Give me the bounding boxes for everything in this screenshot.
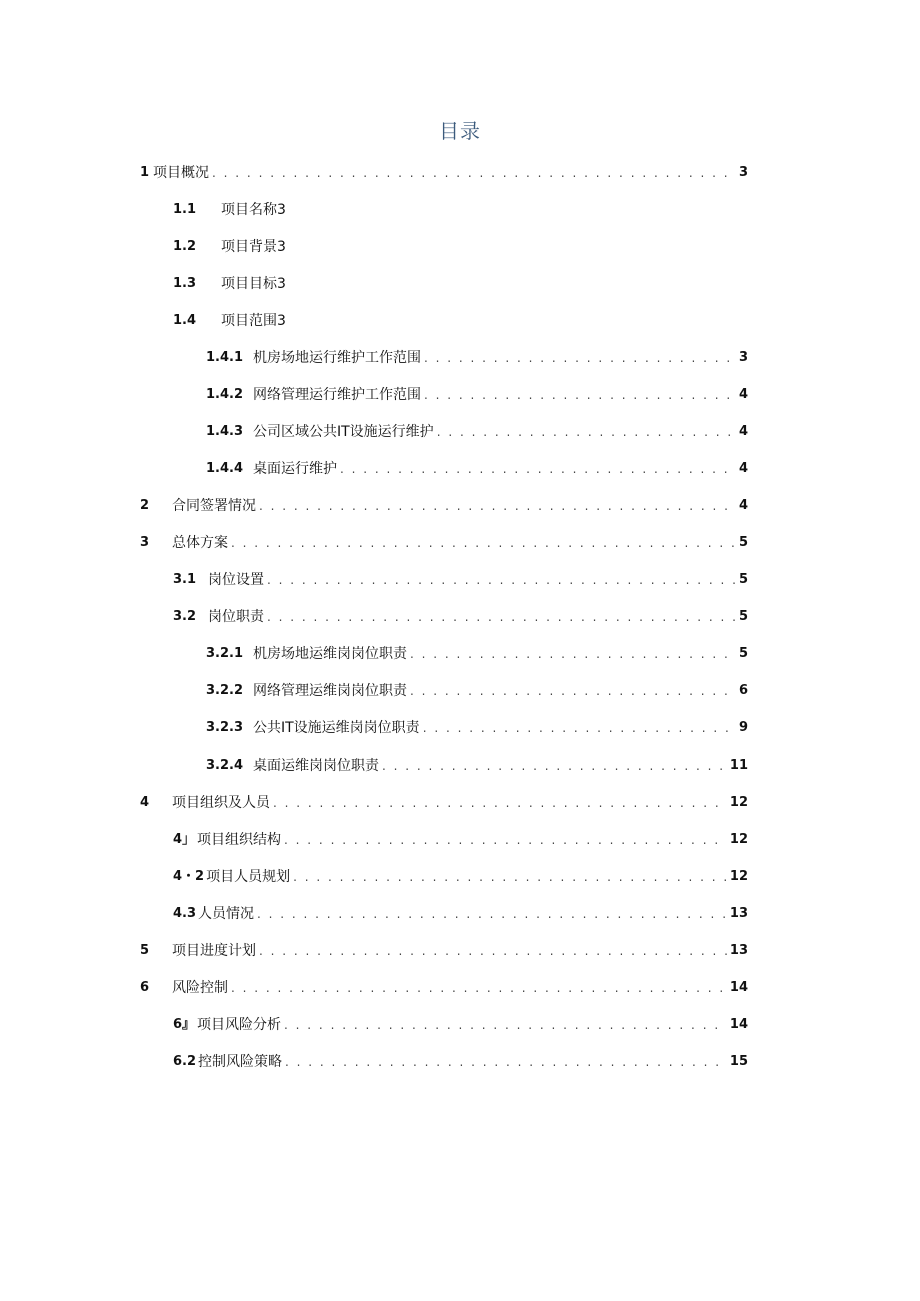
toc-entry-page: 5 — [738, 535, 748, 550]
toc-entry-title: 总体方案 — [172, 535, 228, 551]
toc-entry-page: 3 — [738, 165, 748, 180]
toc-entry-number: 3.2.3 — [206, 720, 244, 735]
toc-leader-dots — [424, 383, 736, 407]
toc-entry-page: 15 — [729, 1054, 748, 1069]
toc-entry-1-4-3[interactable] — [206, 420, 748, 444]
toc-entry-1[interactable] — [140, 161, 748, 185]
toc-entry-number: 3.2.4 — [206, 758, 244, 773]
toc-entry-1-4-1[interactable] — [206, 346, 748, 370]
toc-entry-number: 3 — [140, 535, 150, 550]
toc-leader-dots — [273, 791, 727, 815]
toc-entry-number: 1.4 — [173, 313, 197, 328]
toc-entry-number: 3.1 — [173, 572, 197, 587]
toc-entry-title: 项目风险分析 — [197, 1017, 282, 1033]
toc-leader-dots — [424, 346, 736, 370]
toc-leader-dots — [340, 457, 736, 481]
toc-leader-dots — [437, 420, 736, 444]
toc-entry-page: 14 — [729, 1017, 748, 1032]
toc-entry-number: 1.4.3 — [206, 424, 244, 439]
toc-entry-page: 4 — [738, 387, 748, 402]
toc-entry-number: 1.1 — [173, 202, 197, 217]
toc-entry-number: 6.2 — [173, 1054, 197, 1069]
toc-entry-title: 项目组织及人员 — [172, 795, 270, 811]
toc-entry-page: 12 — [729, 832, 748, 847]
toc-entry-page: 4 — [738, 424, 748, 439]
toc-entry-title: 人员情况 — [198, 906, 255, 922]
toc-entry-title: 项目背景3 — [221, 239, 286, 255]
toc-entry-3[interactable] — [140, 531, 748, 555]
toc-leader-dots — [293, 865, 727, 889]
toc-entry-6-2[interactable] — [173, 1050, 748, 1074]
toc-entry-page: 5 — [738, 646, 748, 661]
toc-entry-page: 12 — [729, 869, 748, 884]
toc-entry-number: 6』 — [173, 1017, 196, 1032]
toc-entry-3-2-4[interactable] — [206, 754, 748, 778]
toc-leader-dots — [231, 531, 736, 555]
toc-entry-page: 14 — [729, 980, 748, 995]
toc-entry-number: 1.2 — [173, 239, 197, 254]
toc-leader-dots — [267, 605, 736, 629]
toc-leader-dots — [284, 1013, 727, 1037]
toc-entry-1-1[interactable] — [173, 198, 748, 222]
toc-entry-4[interactable] — [140, 791, 748, 815]
toc-entry-number: 1 — [140, 165, 150, 180]
toc-entry-title: 项目组织结构 — [197, 832, 282, 848]
toc-entry-number: 1.4.1 — [206, 350, 244, 365]
toc-leader-dots — [231, 976, 727, 1000]
toc-entry-title: 项目概况 — [153, 165, 210, 181]
toc-entry-number: 3.2 — [173, 609, 197, 624]
toc-entry-page: 13 — [729, 906, 748, 921]
toc-entry-title: 合同签署情况 — [172, 498, 256, 514]
toc-entry-title: 桌面运行维护 — [253, 461, 337, 477]
toc-entry-title: 项目人员规划 — [206, 869, 291, 885]
toc-entry-title: 风险控制 — [172, 980, 228, 996]
toc-leader-dots — [410, 642, 736, 666]
toc-entry-title: 项目进度计划 — [172, 943, 256, 959]
toc-entry-4-1[interactable] — [173, 828, 748, 852]
toc-entry-number: 1.4.2 — [206, 387, 244, 402]
toc-entry-1-4-4[interactable] — [206, 457, 748, 481]
toc-entry-title: 机房场地运维岗岗位职责 — [253, 646, 407, 662]
toc-entry-1-4-2[interactable] — [206, 383, 748, 407]
toc-entry-1-2[interactable] — [173, 235, 748, 259]
toc-leader-dots — [212, 161, 736, 185]
toc-leader-dots — [257, 902, 727, 926]
toc-entry-6-1[interactable] — [173, 1013, 748, 1037]
toc-entry-number: 3.2.2 — [206, 683, 244, 698]
toc-entry-page: 13 — [729, 943, 748, 958]
toc-entry-page: 11 — [729, 758, 748, 773]
toc-entry-title: 项目范围3 — [221, 313, 286, 329]
toc-entry-number: 1.3 — [173, 276, 197, 291]
toc-entry-5[interactable] — [140, 939, 748, 963]
toc-entry-page: 12 — [729, 795, 748, 810]
toc-leader-dots — [285, 1050, 727, 1074]
toc-leader-dots — [382, 754, 727, 778]
toc-leader-dots — [423, 716, 736, 740]
toc-entry-page: 9 — [738, 720, 748, 735]
toc-entry-1-4[interactable] — [173, 309, 748, 333]
toc-entry-number: 4 — [140, 795, 150, 810]
toc-entry-title: 桌面运维岗岗位职责 — [253, 758, 379, 774]
toc-entry-title: 网络管理运行维护工作范围 — [253, 387, 421, 403]
toc-entry-title: 控制风险策略 — [198, 1054, 283, 1070]
toc-entry-number: 4」 — [173, 832, 196, 847]
toc-entry-page: 4 — [738, 461, 748, 476]
toc-entry-3-2-2[interactable] — [206, 679, 748, 703]
toc-entry-title: 公司区域公共IT设施运行维护 — [253, 424, 434, 440]
toc-entry-1-3[interactable] — [173, 272, 748, 296]
toc-leader-dots — [259, 939, 727, 963]
toc-entry-2[interactable] — [140, 494, 748, 518]
toc-leader-dots — [259, 494, 736, 518]
toc-entry-title: 公共IT设施运维岗岗位职责 — [253, 720, 420, 736]
toc-entry-title: 网络管理运维岗岗位职责 — [253, 683, 407, 699]
toc-entry-title: 岗位设置 — [208, 572, 264, 588]
toc-entry-title: 项目目标3 — [221, 276, 286, 292]
toc-entry-number: 2 — [140, 498, 150, 513]
toc-entry-page: 5 — [738, 609, 748, 624]
toc-entry-number: 3.2.1 — [206, 646, 244, 661]
toc-leader-dots — [267, 568, 736, 592]
toc-entry-page: 3 — [738, 350, 748, 365]
toc-leader-dots — [410, 679, 736, 703]
toc-entry-number: 1.4.4 — [206, 461, 244, 476]
toc-entry-number: 4・2 — [173, 869, 205, 884]
toc-entry-4-2[interactable] — [173, 865, 748, 889]
toc-entry-title: 项目名称3 — [221, 202, 286, 218]
toc-entry-3-2[interactable] — [173, 605, 748, 629]
toc-leader-dots — [284, 828, 727, 852]
toc-title: 目录 — [439, 119, 481, 143]
toc-entry-page: 5 — [738, 572, 748, 587]
toc-entry-page: 6 — [738, 683, 748, 698]
toc-entry-6[interactable] — [140, 976, 748, 1000]
toc-entry-3-1[interactable] — [173, 568, 748, 592]
toc-entry-title: 岗位职责 — [208, 609, 264, 625]
toc-entry-3-2-3[interactable] — [206, 716, 748, 740]
toc-entry-number: 5 — [140, 943, 150, 958]
toc-entry-4-3[interactable] — [173, 902, 748, 926]
toc-entry-3-2-1[interactable] — [206, 642, 748, 666]
toc-entry-title: 机房场地运行维护工作范围 — [253, 350, 421, 366]
toc-entry-page: 4 — [738, 498, 748, 513]
toc-entry-number: 6 — [140, 980, 150, 995]
toc-entry-number: 4.3 — [173, 906, 197, 921]
